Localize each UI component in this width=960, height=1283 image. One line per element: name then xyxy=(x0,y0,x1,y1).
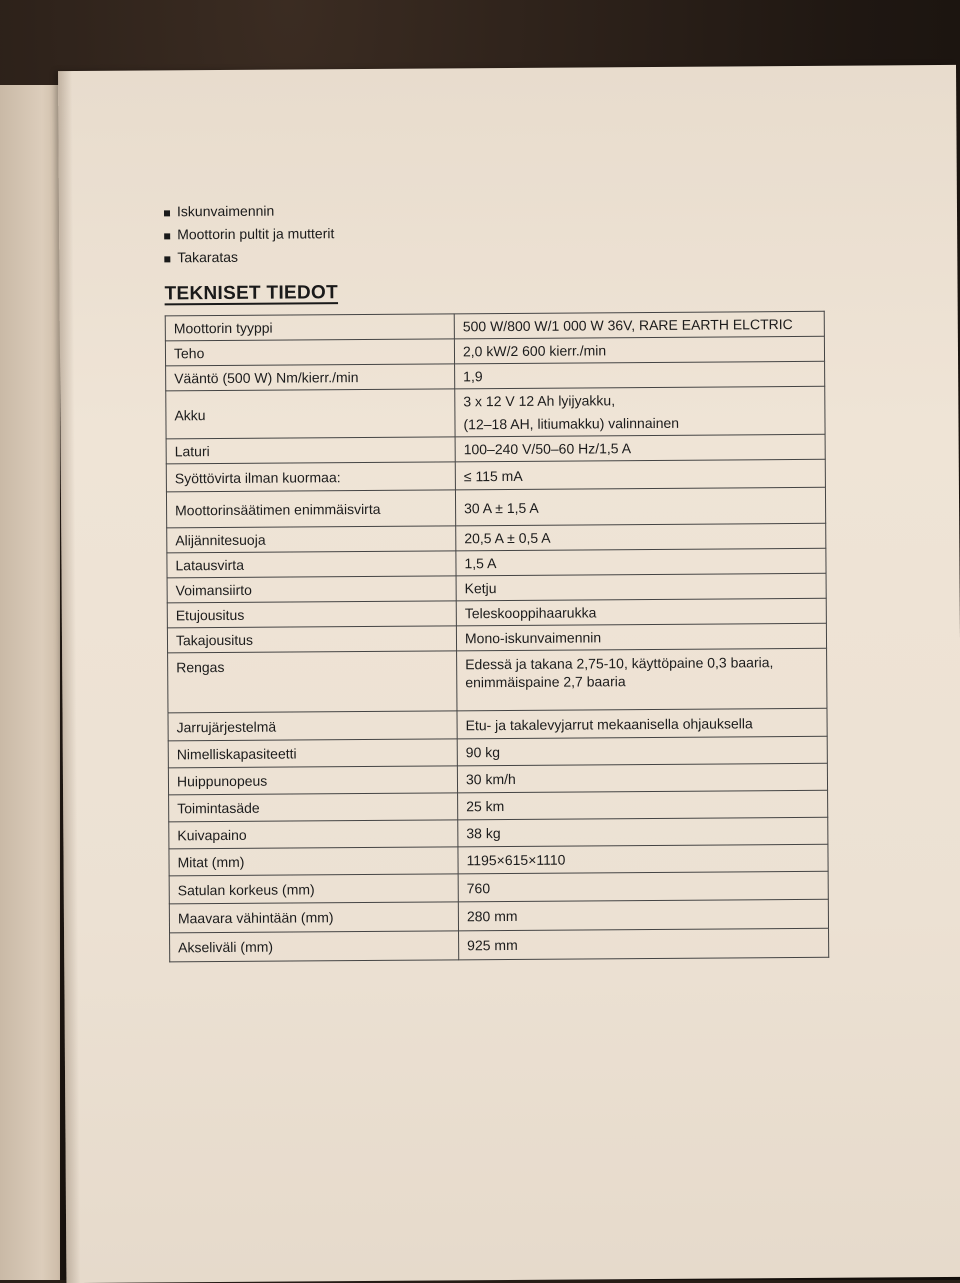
spec-value: 1,9 xyxy=(455,361,825,389)
spec-value xyxy=(457,648,827,711)
table-row xyxy=(170,928,829,962)
specs-table xyxy=(165,311,830,963)
spec-value: 100–240 V/50–60 Hz/1,5 A xyxy=(455,434,825,462)
spec-label: Takajousitus xyxy=(167,626,456,653)
spec-label: Nimelliskapasiteetti xyxy=(168,739,457,768)
spec-label: Latausvirta xyxy=(167,551,456,578)
page-content xyxy=(164,196,849,963)
spec-value: Teleskooppihaarukka xyxy=(456,598,826,626)
spec-label: Mitat (mm) xyxy=(169,847,458,876)
spec-value: 38 kg xyxy=(458,817,828,847)
spec-value: 760 xyxy=(458,871,828,902)
spec-value: 30 A ± 1,5 A xyxy=(455,487,825,526)
table-row xyxy=(166,487,825,528)
bullet-icon xyxy=(164,256,170,262)
section-heading: TEKNISET TIEDOT xyxy=(164,282,339,305)
table-row xyxy=(168,648,827,713)
spec-value: 1,5 A xyxy=(456,548,826,576)
spec-label: Vääntö (500 W) Nm/kierr./min xyxy=(166,364,455,391)
spec-label: Akseliväli (mm) xyxy=(170,931,459,962)
spec-label: Alijännitesuoja xyxy=(167,526,456,553)
bullet-icon xyxy=(164,210,170,216)
table-row xyxy=(169,899,828,933)
list-item xyxy=(164,242,844,270)
spec-label: Laturi xyxy=(166,437,455,464)
spec-value: 20,5 A ± 0,5 A xyxy=(456,523,826,551)
spec-value: Etu- ja takalevyjarrut mekaanisella ohjauksella xyxy=(457,708,827,739)
list-item-text: Takaratas xyxy=(177,248,239,266)
spec-value: 925 mm xyxy=(459,928,829,960)
spec-label: Jarrujärjestelmä xyxy=(168,711,457,741)
spec-label: Moottorinsäätimen enimmäisvirta xyxy=(166,490,455,528)
parts-list xyxy=(164,196,844,270)
spec-label: Huippunopeus xyxy=(168,766,457,795)
spec-label: Maavara vähintään (mm) xyxy=(169,902,458,933)
table-row xyxy=(166,386,825,439)
previous-page-edge xyxy=(0,85,60,1280)
spec-value: Ketju xyxy=(456,573,826,601)
spec-value xyxy=(455,386,825,437)
spec-value: Mono-iskunvaimennin xyxy=(456,623,826,651)
bullet-icon xyxy=(164,233,170,239)
spec-value: 90 kg xyxy=(457,736,827,766)
spec-label: Voimansiirto xyxy=(167,576,456,603)
spec-value-line: Edessä ja takana 2,75-10, käyttöpaine 0,3 baaria, xyxy=(465,654,774,673)
list-item-text: Iskunvaimennin xyxy=(176,202,275,220)
spec-label: Akku xyxy=(166,389,455,439)
list-item-text: Moottorin pultit ja mutterit xyxy=(177,225,335,243)
spec-label: Satulan korkeus (mm) xyxy=(169,874,458,904)
spec-label: Moottorin tyyppi xyxy=(165,314,454,341)
spec-value-line: (12–18 AH, litiumakku) valinnainen xyxy=(463,414,680,433)
spec-value: 500 W/800 W/1 000 W 36V, RARE EARTH ELCTRIC xyxy=(454,311,824,339)
spec-value: 1195×615×1110 xyxy=(458,844,828,874)
spec-value: 2,0 kW/2 600 kierr./min xyxy=(454,336,824,364)
spec-value: 30 km/h xyxy=(457,763,827,793)
spec-label: Syöttövirta ilman kuormaa: xyxy=(166,462,455,492)
spec-label: Kuivapaino xyxy=(169,820,458,849)
spec-label: Rengas xyxy=(168,651,457,713)
spec-label: Etujousitus xyxy=(167,601,456,628)
spec-value-line: 3 x 12 V 12 Ah lyijyakku, xyxy=(463,392,616,410)
spec-value: ≤ 115 mA xyxy=(455,459,825,490)
spec-value-line: enimmäispaine 2,7 baaria xyxy=(465,673,626,691)
spec-value: 280 mm xyxy=(458,899,828,931)
spec-label: Teho xyxy=(165,339,454,366)
document-page xyxy=(58,65,960,1283)
spec-value: 25 km xyxy=(458,790,828,820)
spec-label: Toimintasäde xyxy=(169,793,458,822)
